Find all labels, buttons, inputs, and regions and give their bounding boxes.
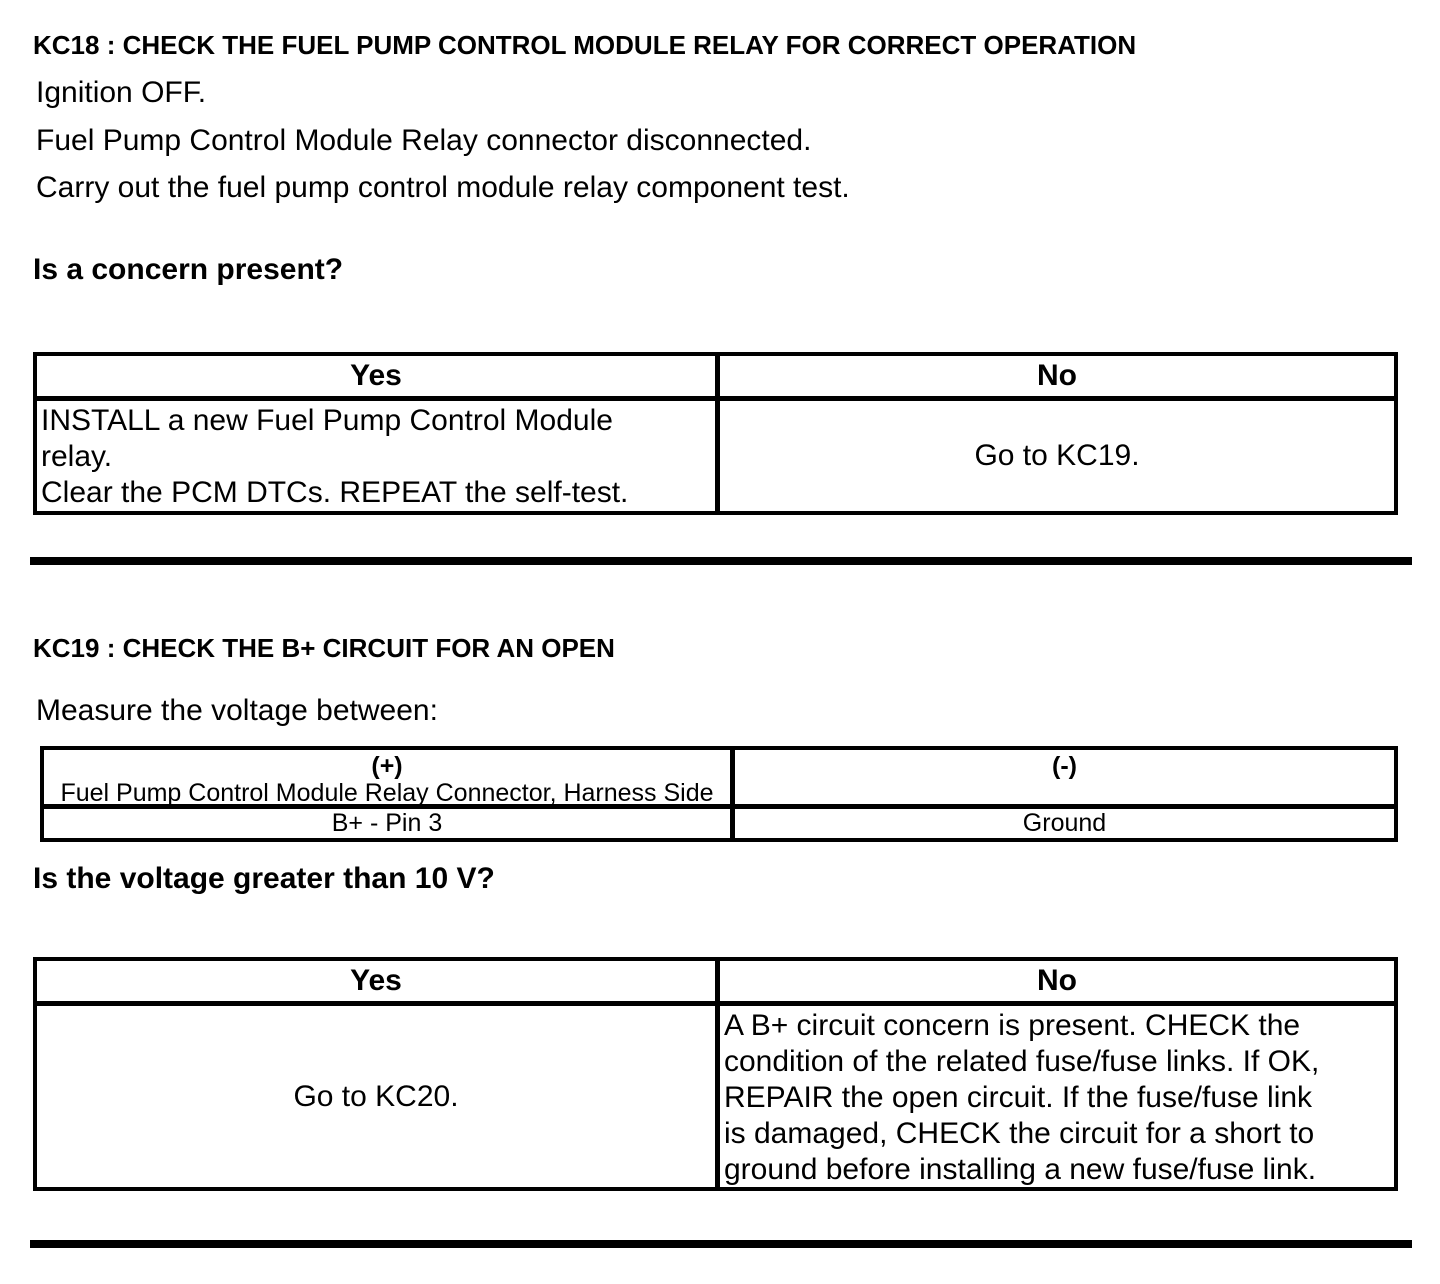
question-kc18: Is a concern present?	[33, 253, 344, 286]
positive-probe-point: B+ - Pin 3	[331, 809, 443, 837]
table-header-row	[37, 961, 1394, 1006]
negative-probe-header-cell	[730, 750, 1394, 804]
yes-action-line: INSTALL a new Fuel Pump Control Module relay.	[41, 404, 613, 473]
table-body-row	[37, 1006, 1394, 1187]
positive-sign-label: (+)	[371, 752, 403, 780]
yes-column-header: Yes	[350, 359, 402, 392]
no-column-header: No	[715, 356, 1394, 396]
procedure-step: Fuel Pump Control Module Relay connector disconnected.	[36, 124, 812, 157]
page-bottom-rule	[30, 1240, 1412, 1248]
table-body-row	[37, 401, 1394, 511]
section-heading-kc19: KC19 : CHECK THE B+ CIRCUIT FOR AN OPEN	[33, 633, 615, 663]
table-body-row	[44, 809, 1394, 838]
positive-probe-description: Fuel Pump Control Module Relay Connector, Harness Side	[60, 779, 714, 807]
positive-probe-header-cell	[44, 750, 730, 807]
table-header-row	[44, 750, 1394, 809]
yes-column-header: Yes	[350, 964, 402, 997]
yes-action-cell	[37, 401, 715, 511]
yes-action-line: Clear the PCM DTCs. REPEAT the self-test.	[41, 476, 629, 509]
negative-probe-point: Ground	[730, 809, 1394, 838]
table-header-row	[37, 356, 1394, 401]
no-column-header: No	[715, 961, 1394, 1001]
procedure-step: Ignition OFF.	[36, 76, 207, 109]
section-divider-rule	[30, 557, 1412, 565]
decision-table-kc19	[33, 957, 1398, 1191]
no-action-cell: A B+ circuit concern is present. CHECK the condition of the related fuse/fuse links. If OK, REPAIR the open circuit. If the fuse/fuse link is damaged, CHECK the circuit for a short to ground before installing a new fuse/fuse link.	[715, 1006, 1394, 1187]
measurement-table-kc19	[40, 746, 1398, 842]
decision-table-kc18	[33, 352, 1398, 515]
procedure-step: Carry out the fuel pump control module relay component test.	[36, 171, 850, 204]
question-kc19: Is the voltage greater than 10 V?	[33, 862, 495, 895]
yes-action-cell: Go to KC20.	[293, 1079, 459, 1113]
measure-intro: Measure the voltage between:	[36, 694, 438, 727]
negative-sign-label: (-)	[1052, 752, 1077, 780]
section-heading-kc18: KC18 : CHECK THE FUEL PUMP CONTROL MODULE RELAY FOR CORRECT OPERATION	[33, 30, 1137, 60]
no-action-cell: Go to KC19.	[715, 401, 1394, 511]
